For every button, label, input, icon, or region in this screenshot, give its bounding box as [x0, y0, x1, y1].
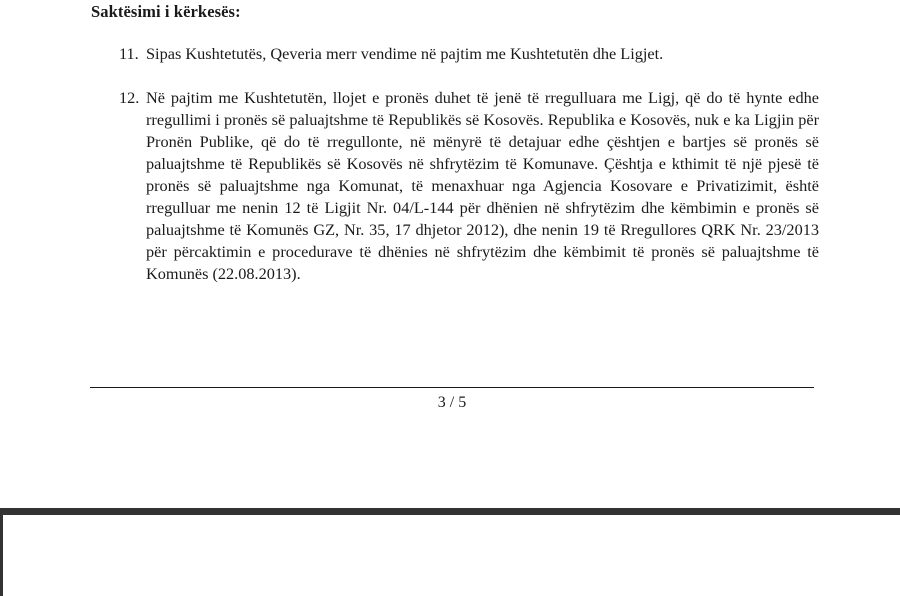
- footer-divider: [90, 387, 814, 388]
- page-separator: [0, 508, 900, 515]
- page-number: 3 / 5: [437, 394, 467, 411]
- numbered-paragraph-11: [119, 43, 819, 65]
- paragraph-text: Sipas Kushtetutës, Qeveria merr vendime në pajtim me Kushtetutën dhe Ligjet.: [146, 44, 664, 63]
- paragraph-number: 12.: [119, 88, 140, 107]
- numbered-paragraph-12: [119, 87, 819, 285]
- next-page-top: [0, 515, 900, 596]
- paragraph-text: Në pajtim me Kushtetutën, llojet e pronës duhet të jenë të rregulluara me Ligj, që do të hynte edhe rregullimi i pronës së paluajtshme të Republikës së Kosovës. Republika e Kosovës, nuk e ka Ligjin për Pronën Publike, që do të rregullonte, në mënyrë të detajuar edhe çështjen e bartjes së pronës së paluajtshme të Republikës së Kosovës në shfrytëzim të Komunave. Çështja e kthimit të një pjesë të pronës së paluajtshme nga Komunat, të menaxhuar nga Agjencia Kosovare e Privatizimit, është rregulluar me nenin 12 të Ligjit Nr. 04/L-144 për dhënien në shfrytëzim dhe këmbimin e pronës së paluajtshme të Komunës GZ, Nr. 35, 17 dhjetor 2012), dhe nenin 19 të Rregullores QRK Nr. 23/2013 për përcaktimin e procedurave të dhënies në shfrytëzim dhe këmbimit të pronës së paluajtshme të Komunës (22.08.2013).: [146, 88, 819, 283]
- section-heading: Saktësimi i kërkesës:: [91, 2, 241, 21]
- paragraph-number: 11.: [119, 44, 139, 63]
